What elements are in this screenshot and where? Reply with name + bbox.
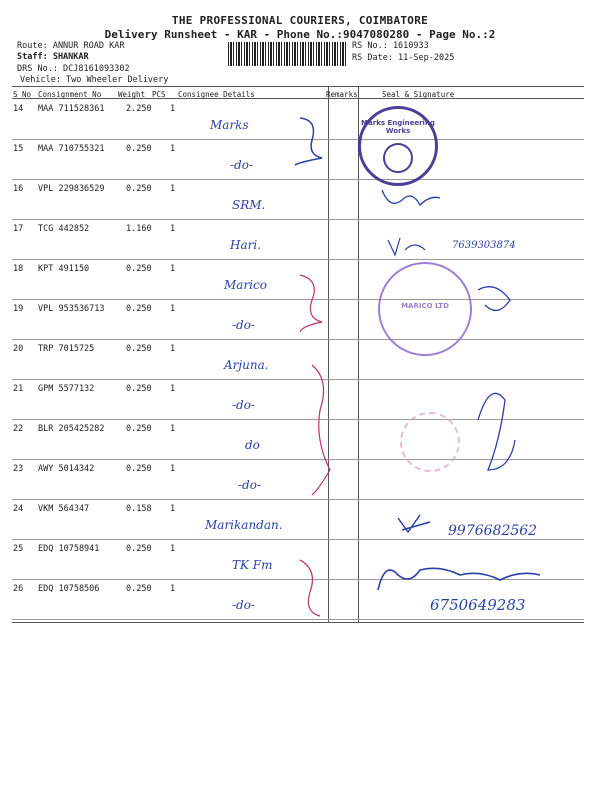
header-remarks: Remarks — [326, 90, 358, 99]
row-sno: 18 — [13, 264, 24, 274]
header-consignment: Consignment No — [38, 90, 102, 99]
row-weight: 0.250 — [126, 264, 152, 274]
row-consignee: Marico — [224, 278, 267, 292]
row-sno: 24 — [13, 504, 24, 514]
row-weight: 0.250 — [126, 384, 152, 394]
row-pcs: 1 — [170, 544, 176, 554]
header-weight: Weight — [118, 90, 146, 99]
row-consignment: TRP 7015725 — [38, 344, 95, 354]
row-pcs: 1 — [170, 304, 176, 314]
row-weight: 0.250 — [126, 584, 152, 594]
signature-24 — [398, 515, 430, 532]
signature-17 — [388, 238, 425, 255]
row-sno: 25 — [13, 544, 24, 554]
row-consignment: GPM 5577132 — [38, 384, 95, 394]
bracket-14-15 — [295, 118, 322, 165]
row-pcs: 1 — [170, 104, 176, 114]
staff-label: Staff: SHANKAR — [17, 52, 89, 62]
row-consignee: SRM. — [232, 198, 266, 212]
signature-19 — [478, 287, 510, 311]
bracket-25-26 — [300, 560, 320, 616]
phone-row-26: 6750649283 — [430, 596, 526, 614]
row-sno: 20 — [13, 344, 24, 354]
row-consignment: EDQ 10758506 — [38, 584, 100, 594]
row-consignee: Marikandan. — [205, 518, 283, 532]
row-weight: 0.250 — [126, 424, 152, 434]
row-pcs: 1 — [170, 264, 176, 274]
row-weight: 0.158 — [126, 504, 152, 514]
row-consignment: VKM 564347 — [38, 504, 90, 514]
row-weight: 0.250 — [126, 544, 152, 554]
drs-label: DRS No.: DCJ8161093302 — [17, 64, 130, 74]
row-sno: 22 — [13, 424, 24, 434]
row-consignee: do — [245, 438, 260, 452]
row-weight: 0.250 — [126, 464, 152, 474]
row-sno: 16 — [13, 184, 24, 194]
row-consignment: AWY 5014342 — [38, 464, 95, 474]
row-consignment: EDQ 10758941 — [38, 544, 100, 554]
row-pcs: 1 — [170, 384, 176, 394]
row-consignment: MAA 711528361 — [38, 104, 105, 114]
row-pcs: 1 — [170, 464, 176, 474]
row-consignee: -do- — [230, 158, 254, 172]
row-pcs: 1 — [170, 144, 176, 154]
row-sno: 19 — [13, 304, 24, 314]
route-label: Route: ANNUR ROAD KAR — [17, 41, 125, 51]
row-consignment: TCG 442852 — [38, 224, 90, 234]
header-pcs: PCS — [152, 90, 166, 99]
bracket-20-23 — [312, 365, 330, 495]
row-weight: 1.160 — [126, 224, 152, 234]
row-sno: 21 — [13, 384, 24, 394]
row-weight: 0.250 — [126, 184, 152, 194]
row-consignee: -do- — [232, 398, 256, 412]
row-sno: 26 — [13, 584, 24, 594]
row-pcs: 1 — [170, 224, 176, 234]
row-consignee: Arjuna. — [224, 358, 269, 372]
header-seal-signature: Seal & Signature — [382, 90, 455, 99]
marico-stamp: MARICO LTD — [378, 262, 472, 356]
row-sno: 14 — [13, 104, 24, 114]
row-consignment: VPL 953536713 — [38, 304, 105, 314]
row-consignee: -do- — [232, 598, 256, 612]
row-consignment: BLR 205425282 — [38, 424, 105, 434]
row-weight: 2.250 — [126, 104, 152, 114]
signature-16 — [382, 190, 440, 205]
vehicle-label: Vehicle: Two Wheeler Delivery — [20, 75, 169, 85]
row-sno: 17 — [13, 224, 24, 234]
row-weight: 0.250 — [126, 144, 152, 154]
signature-25 — [378, 568, 540, 590]
row-consignee: Marks — [210, 118, 249, 132]
row-consignment: MAA 710755321 — [38, 144, 105, 154]
row-consignment: KPT 491150 — [38, 264, 90, 274]
marks-engineering-stamp: Marks Engineering Works — [358, 106, 438, 186]
company-title: THE PROFESSIONAL COURIERS, COIMBATORE — [171, 14, 429, 27]
rs-date-label: RS Date: 11-Sep-2025 — [352, 53, 455, 63]
bracket-18-19 — [300, 275, 322, 332]
rs-no-label: RS No.: 1610933 — [352, 41, 429, 51]
row-consignee: -do- — [232, 318, 256, 332]
row-pcs: 1 — [170, 184, 176, 194]
row-pcs: 1 — [170, 584, 176, 594]
row-consignment: VPL 229836529 — [38, 184, 105, 194]
signature-22 — [478, 393, 515, 470]
phone-row-17: 7639303874 — [452, 240, 516, 251]
row-sno: 23 — [13, 464, 24, 474]
header-consignee: Consignee Details — [178, 90, 255, 99]
header-sno: S No — [13, 90, 32, 99]
row-weight: 0.250 — [126, 344, 152, 354]
row-pcs: 1 — [170, 504, 176, 514]
row-consignee: Hari. — [230, 238, 262, 252]
row-sno: 15 — [13, 144, 24, 154]
row-consignee: TK Fm — [232, 558, 273, 572]
row-pcs: 1 — [170, 344, 176, 354]
row-weight: 0.250 — [126, 304, 152, 314]
phone-row-24: 9976682562 — [448, 523, 538, 539]
row-pcs: 1 — [170, 424, 176, 434]
row-consignee: -do- — [238, 478, 262, 492]
runsheet-subtitle: Delivery Runsheet - KAR - Phone No.:9047080280 - Page No.:2 — [104, 28, 496, 41]
